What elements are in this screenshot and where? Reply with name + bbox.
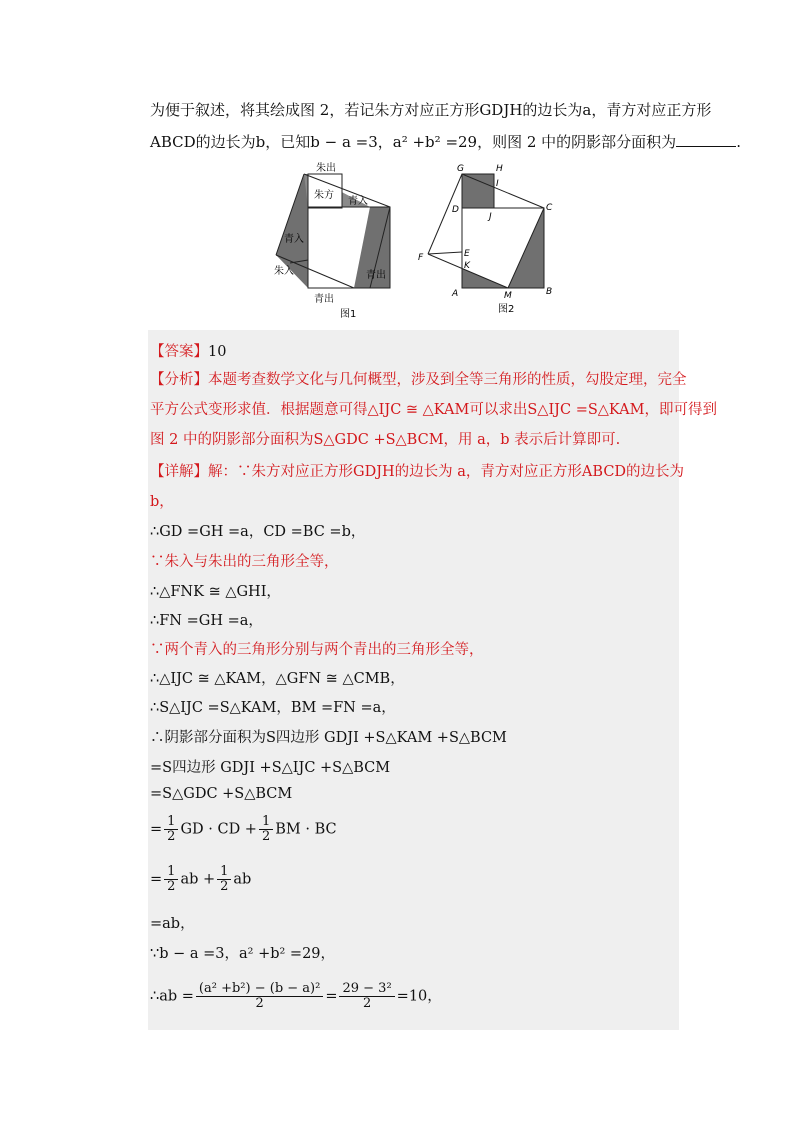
- solution-step-15: [150, 982, 442, 1011]
- solution-step-12: [150, 865, 251, 894]
- analysis-line-3: 图 2 中的阴影部分面积为S△GDC +S△BCM，用 a，b 表示后计算即可.: [150, 432, 621, 448]
- solution-step-2: ∵朱入与朱出的三角形全等，: [150, 554, 339, 570]
- analysis-text-1: 本题考查数学文化与几何概型，涉及到全等三角形的性质，勾股定理，完全: [208, 372, 687, 388]
- step15-eq: =: [325, 988, 338, 1005]
- solution-step-7: ∴S△IJC =S△KAM，BM =FN =a，: [150, 700, 396, 716]
- step12-eq: =: [150, 871, 163, 888]
- solution-tag: 【详解】: [150, 464, 208, 480]
- question-period: .: [736, 133, 741, 151]
- fig2-point-m: M: [504, 291, 512, 301]
- fraction-half: [164, 865, 178, 894]
- half-den: 2: [167, 879, 176, 894]
- fig1-label-qing-fang: 青方: [314, 214, 334, 225]
- answer-line: [150, 340, 226, 361]
- fig1-label-qing-ru-top: 青入: [348, 196, 368, 207]
- fig2-point-c: C: [546, 203, 553, 213]
- solution-step-5: ∵两个青入的三角形分别与两个青出的三角形全等，: [150, 642, 484, 658]
- fig2-point-d: D: [452, 205, 459, 215]
- fig2-point-f: F: [418, 253, 424, 263]
- question-line-1: 为便于叙述，将其绘成图 2，若记朱方对应正方形GDJH的边长为a，青方对应正方形: [150, 101, 712, 119]
- figure-1: [270, 160, 400, 320]
- step11-term2: BM · BC: [275, 821, 337, 838]
- fig2-shaded-gdji: [462, 174, 494, 208]
- solution-step-3: ∴△FNK ≅ △GHI，: [150, 584, 281, 600]
- analysis-tag: 【分析】: [150, 372, 208, 388]
- solution-line-2: b，: [150, 494, 174, 510]
- fig1-label-qing-chu-bottom: 青出: [314, 294, 334, 305]
- question-line-2: [150, 131, 741, 152]
- fig2-point-a: A: [452, 289, 459, 299]
- solution-step-4: ∴FN =GH =a，: [150, 613, 263, 629]
- fig2-caption: 图2: [498, 304, 515, 315]
- solution-step-8: ∴阴影部分面积为S四边形 GDJI +S△KAM +S△BCM: [150, 730, 507, 746]
- half-num: 1: [217, 865, 231, 880]
- fig1-label-zhu-chu: 朱出: [316, 163, 336, 174]
- half-den: 2: [220, 879, 229, 894]
- solution-step-14: ∵b − a =3，a² +b² =29，: [150, 946, 336, 962]
- analysis-line-2: 平方公式变形求值．根据题意可得△IJC ≅ △KAM可以求出S△IJC =S△KAM，即可得到: [150, 402, 717, 418]
- fig1-label-qing-ru-left: 青入: [284, 234, 304, 245]
- step12-term1: ab +: [180, 871, 216, 888]
- half-num: 1: [259, 815, 273, 830]
- answer-blank: [676, 132, 736, 147]
- solution-step-1: ∴GD =GH =a，CD =BC =b，: [150, 524, 366, 540]
- fig1-caption: 图1: [340, 309, 357, 320]
- frac-value-den: 2: [362, 996, 372, 1011]
- half-num: 1: [164, 865, 178, 880]
- fig1-label-zhu-ru: 朱入: [274, 266, 294, 277]
- solution-step-13: =ab，: [150, 916, 195, 932]
- solution-step-6: ∴△IJC ≅ △KAM，△GFN ≅ △CMB，: [150, 671, 405, 687]
- fig2-point-h: H: [496, 164, 503, 174]
- solution-line-1: [150, 460, 684, 481]
- solution-step-11: [150, 815, 337, 844]
- step11-term1: GD · CD +: [180, 821, 257, 838]
- frac-ab-den: 2: [255, 996, 264, 1011]
- frac-ab-num: (a² +b²) − (b − a)²: [196, 982, 323, 997]
- figure-2: [410, 160, 570, 320]
- solution-text-1: 解：∵朱方对应正方形GDJH的边长为 a，青方对应正方形ABCD的边长为: [208, 464, 685, 480]
- fig2-point-g: G: [457, 164, 464, 174]
- fig2-point-k: K: [464, 261, 470, 271]
- answer-value: 10: [208, 344, 227, 360]
- fraction-half: [217, 865, 231, 894]
- fig1-label-zhu-fang: 朱方: [314, 190, 334, 201]
- half-den: 2: [261, 829, 271, 844]
- fig2-point-j: J: [489, 212, 492, 222]
- solution-step-10: =S△GDC +S△BCM: [150, 786, 293, 802]
- analysis-line-1: [150, 368, 687, 389]
- step15-lhs: ∴ab =: [150, 988, 194, 1005]
- fig2-point-i: I: [496, 179, 499, 189]
- answer-tag: 【答案】: [150, 344, 208, 360]
- fig1-label-qing-chu-right: 青出: [366, 270, 386, 281]
- half-num: 1: [164, 815, 178, 830]
- solution-step-9: =S四边形 GDJI +S△IJC +S△BCM: [150, 760, 391, 776]
- fraction-value: [339, 982, 394, 1011]
- frac-value-num: 29 − 3²: [339, 982, 394, 997]
- step11-eq: =: [150, 821, 163, 838]
- fraction-ab: [196, 982, 323, 1011]
- half-den: 2: [167, 829, 176, 844]
- fig2-point-b: B: [546, 287, 553, 297]
- step12-term2: ab: [233, 871, 252, 888]
- fraction-half: [164, 815, 178, 844]
- question-line-2-text: ABCD的边长为b，已知b − a =3，a² +b² =29，则图 2 中的阴影部分面积为: [150, 133, 677, 151]
- fraction-half: [259, 815, 273, 844]
- step15-result: =10，: [396, 988, 442, 1005]
- fig2-point-e: E: [464, 249, 470, 259]
